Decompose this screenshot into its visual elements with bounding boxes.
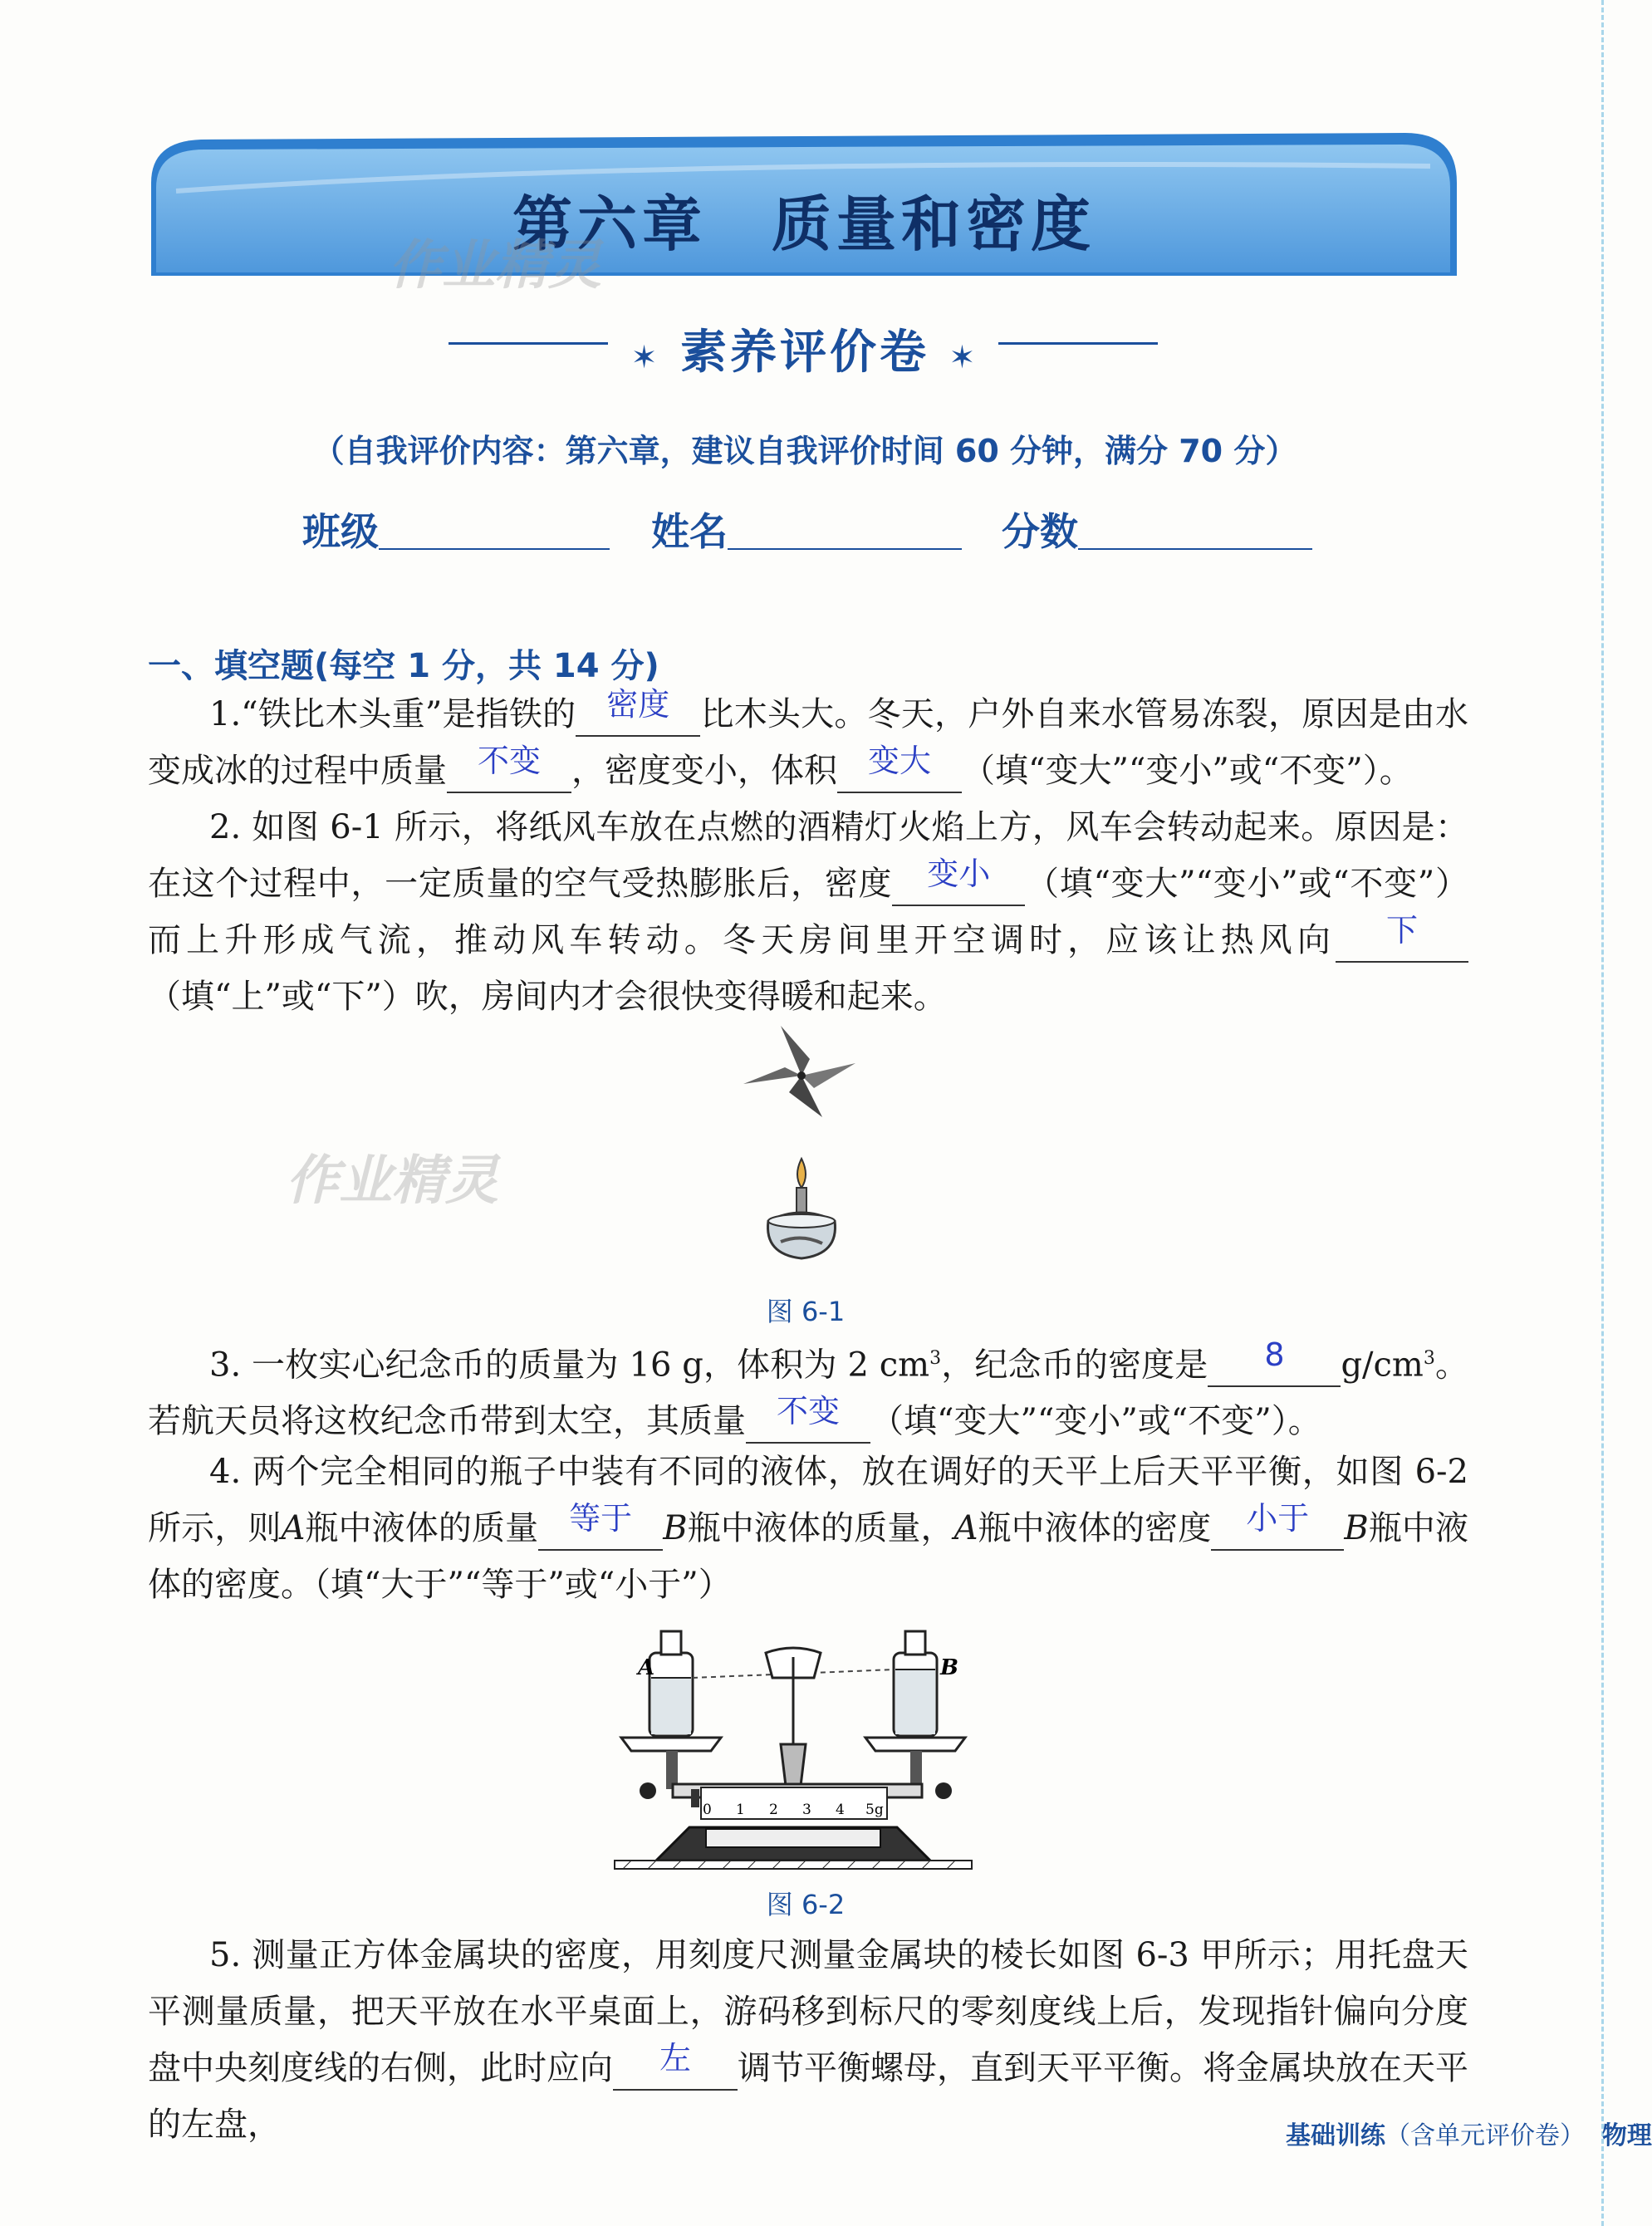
answer-blank[interactable]: 不变 — [746, 1400, 870, 1444]
section-title: 一、填空题(每空 1 分，共 14 分) — [148, 647, 659, 685]
page-footer — [1286, 2115, 1652, 2151]
scale-tick-label: 4 — [836, 1802, 845, 1818]
answer-blank[interactable]: 变小 — [892, 863, 1025, 906]
answer-blank[interactable]: 变大 — [837, 750, 962, 793]
answer-blank[interactable]: 左 — [613, 2047, 738, 2091]
figure-pinwheel-lamp — [731, 1017, 872, 1267]
chapter-title: 第六章 质量和密度 — [512, 189, 1096, 259]
star-icon: ✶ — [949, 339, 979, 375]
answer-blank[interactable]: 等于 — [538, 1508, 663, 1551]
scale-tick-label: 2 — [769, 1802, 778, 1818]
answer-blank[interactable]: 不变 — [447, 750, 571, 793]
watermark-text: 作业精灵 — [389, 235, 601, 297]
alcohol-lamp-icon — [768, 1159, 836, 1258]
scale-tick-label: 0 — [703, 1802, 712, 1818]
evaluation-note: （自我评价内容：第六章，建议自我评价时间 60 分钟，满分 70 分） — [312, 433, 1297, 469]
star-icon: ✶ — [630, 339, 661, 375]
question-5: 5. 测量正方体金属块的密度，用刻度尺测量金属块的棱长如图 6-3 甲所示；用托盘天平测量质量，把天平放在水平桌面上，游码移到标尺的零刻度线上后，发现指针偏向分度盘中央刻度线的右侧，此时应向 左 调节平衡螺母，直到天平平衡。将金属块放在天平的左盘， — [148, 1936, 1468, 2144]
bottle-b-icon — [894, 1631, 937, 1736]
figure-caption: 图 6-1 — [766, 1296, 846, 1327]
pinwheel-icon — [743, 1026, 855, 1117]
scale-tick-label: 5g — [865, 1802, 884, 1818]
scale-tick-label: 3 — [802, 1802, 811, 1818]
footer-book: 基础训练 — [1286, 2121, 1385, 2150]
label-a: A — [638, 1655, 655, 1680]
score-field[interactable] — [1078, 548, 1312, 550]
class-label: 班级 — [302, 509, 379, 554]
answer-blank[interactable]: 8 — [1208, 1344, 1341, 1387]
answer-blank[interactable]: 下 — [1336, 919, 1468, 963]
watermark-text: 作业精灵 — [286, 1150, 498, 1212]
name-label: 姓名 — [651, 509, 728, 554]
figure-caption: 图 6-2 — [766, 1889, 846, 1920]
answer-blank[interactable]: 小于 — [1211, 1508, 1344, 1551]
label-b: B — [940, 1655, 958, 1680]
subtitle — [0, 316, 1610, 382]
bottle-a-icon — [650, 1631, 693, 1736]
name-field[interactable] — [728, 548, 962, 550]
question-1: 1.“铁比木头重”是指铁的 密度 比木头大。冬天，户外自来水管易冻裂，原因是由水变成冰的过程中质量 不变 ，密度变小，体积 变大 （填“变大”“变小”或“不变”）。 — [148, 686, 1468, 799]
question-4: 4. 两个完全相同的瓶子中装有不同的液体，放在调好的天平上后天平平衡，如图 6-2 所示，则A瓶中液体的质量 等于 B瓶中液体的质量，A瓶中液体的密度 小于 B瓶中液体的密度。（填“大于”“等于”或“小于”） — [148, 1453, 1469, 1604]
score-label: 分数 — [1002, 509, 1078, 554]
footer-sub: （含单元评价卷） — [1385, 2121, 1585, 2150]
question-3: 3. 一枚实心纪念币的质量为 16 g，体积为 2 $cm^3$，纪念币的密度是 8 $g/cm^3$。若航天员将这枚纪念币带到太空，其质量 不变 （填“变大”“变小”或“不变”）。 — [148, 1331, 1468, 1449]
footer-subject: 物理 — [1601, 2121, 1652, 2150]
figure-balance — [615, 1620, 988, 1869]
scale-tick-label: 1 — [736, 1802, 745, 1818]
subtitle-text: 素养评价卷 — [680, 326, 929, 380]
class-field[interactable] — [379, 548, 610, 550]
answer-blank[interactable]: 密度 — [576, 694, 700, 737]
question-2: 2. 如图 6-1 所示，将纸风车放在点燃的酒精灯火焰上方，风车会转动起来。原因是：在这个过程中，一定质量的空气受热膨胀后，密度 变小 （填“变大”“变小”或“不变”）而上升形成气流，推动风车转动。冬天房间里开空调时，应该让热风向 下（填“上”或“下”）吹，房间内才会很快变得暖和起来。 — [148, 808, 1468, 1016]
